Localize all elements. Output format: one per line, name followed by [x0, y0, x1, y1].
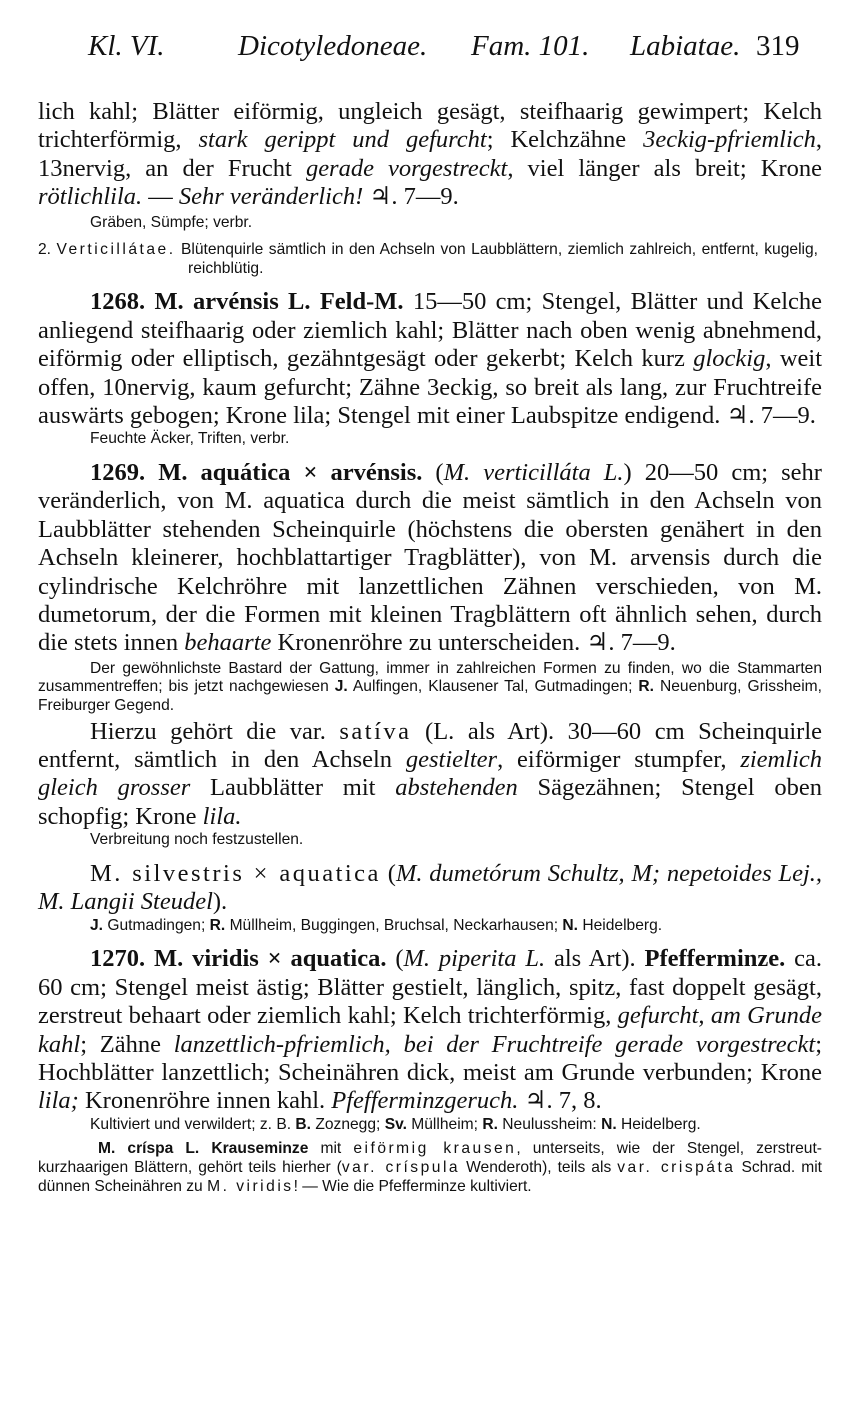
- text-run: Kronenröhre zu unterscheiden. ♃. 7—9.: [271, 629, 676, 657]
- region-abbrev: J.: [334, 678, 348, 696]
- emphasis: lila.: [202, 802, 242, 830]
- text-run: Der gewöhnlichste Bastard der Gattung, immer in zahlreichen Formen zu finden, wo die Stammarten zusammentreffen; bis jetzt nachgewiesen: [38, 659, 822, 696]
- region-abbrev: R.: [638, 678, 654, 696]
- text-run: , eiförmiger stumpfer,: [497, 746, 741, 774]
- text-run: Kronenröhre innen kahl.: [78, 1087, 332, 1115]
- text-run: Wenderoth), teils als: [460, 1158, 618, 1176]
- document-page: [38, 30, 822, 1196]
- variety-text: [38, 718, 822, 832]
- region-abbrev: J.: [90, 916, 104, 934]
- text-run: als Art).: [545, 945, 645, 973]
- synonym: M. piperita L.: [403, 945, 546, 973]
- species-name: M. arvénsis L. Feld-M.: [154, 288, 404, 316]
- note-text: [38, 660, 822, 716]
- hybrid-text: [38, 860, 822, 917]
- emphasis: 3eckig-pfriemlich: [643, 126, 816, 154]
- variety-name: var. crispáta: [617, 1158, 736, 1176]
- distribution-note: [38, 660, 822, 716]
- text-run: Heidelberg.: [616, 1115, 701, 1133]
- habitat-note: [38, 214, 822, 233]
- text-run: ; Hochblätter lanzettlich; Scheinähren dick, meist am Grunde verbunden; Krone: [38, 1030, 822, 1086]
- entry-text: [38, 1140, 822, 1196]
- common-name: Pfefferminze.: [644, 945, 786, 973]
- text-run: —: [142, 183, 179, 211]
- variety-name: var. críspula: [341, 1158, 461, 1176]
- text-run: Neuenburg, Grissheim, Freiburger Gegend.: [38, 678, 822, 715]
- text-run: Schrad. mit dünnen Scheinähren zu: [38, 1158, 822, 1195]
- emphasis: gerade vorgestreckt: [305, 154, 508, 182]
- habitat-text: Feuchte Äcker, Triften, verbr.: [90, 430, 290, 448]
- emphasis: Pfefferminzgeruch.: [331, 1087, 519, 1115]
- emphasis: abstehenden: [395, 774, 518, 802]
- section-text: [38, 241, 818, 278]
- synonym: M. verticilláta L.: [443, 459, 624, 487]
- region-abbrev: N.: [562, 916, 579, 934]
- region-abbrev: B.: [295, 1115, 311, 1133]
- hybrid-name: M. silvestris × aquatica: [90, 859, 381, 887]
- text-run: Heidelberg.: [578, 916, 663, 934]
- entry-text: [38, 288, 822, 430]
- text-run: ) 20—50 cm; sehr veränderlich, von M. aquatica durch die meist sämtlich in den Achseln von Laubblätter stehenden Scheinquirle (höchstens die obersten genähert in den Achseln kleinerer, hochblattartiger Tragblätter), von M. arvensis durch die cylindrische Kelchröhre mit lanzettlichen Zähnen verschieden, von M. dumetorum, der die Formen mit kleinen Tragblättern oft ähnlich sehen, durch die stets innen: [38, 459, 822, 657]
- text-run: (: [386, 945, 404, 973]
- habitat-text: Gräben, Sümpfe; verbr.: [90, 213, 253, 231]
- region-abbrev: Sv.: [384, 1115, 407, 1133]
- habitat-note: [38, 430, 822, 449]
- text-run: 15—50 cm; Stengel, Blätter und Kelche anliegend steifhaarig oder ziemlich kahl; Blätter nach oben wenig abnehmend, eiförmig oder elliptisch, gezähntgesägt oder gekerbt; Kelch kurz: [38, 288, 822, 373]
- header-family-number: Fam. 101.: [471, 30, 590, 62]
- page-number: 319: [756, 30, 800, 62]
- text-run: , 13nervig, an der Frucht: [38, 126, 822, 182]
- entry-continuation: [38, 98, 822, 212]
- distribution-note: [38, 1116, 822, 1135]
- text-run: Laubblätter mit: [190, 774, 396, 802]
- emphasis: lila;: [38, 1087, 79, 1115]
- continuation-text: [38, 98, 822, 212]
- text-run: ♃. 7—9.: [363, 183, 459, 211]
- hybrid-silvestris: [38, 860, 822, 917]
- text-run: ).: [212, 888, 228, 916]
- text-run: Kultiviert und verwildert; z. B.: [90, 1115, 296, 1133]
- text-run: , viel länger als breit; Krone: [507, 154, 822, 182]
- header-class: Kl. VI.: [88, 30, 165, 62]
- emphasis: glockig: [693, 345, 766, 373]
- text-run: Neulussheim:: [497, 1115, 602, 1133]
- emphasis: stark gerippt und gefurcht: [198, 126, 487, 154]
- text-run: Aulfingen, Klausener Tal, Gutmadingen;: [347, 678, 639, 696]
- text-run: , unterseits, wie der Stengel, zerstreut-kurzhaarigen Blättern, gehört teils hierher (: [38, 1140, 822, 1176]
- emphasis: rötlichlila.: [38, 183, 143, 211]
- text-run: (L. als Art). 30—60 cm Scheinquirle entfernt, sämtlich in den Achseln: [38, 717, 822, 774]
- region-abbrev: N.: [601, 1115, 617, 1133]
- region-abbrev: R.: [209, 916, 226, 934]
- emphasis: gestielter: [405, 746, 498, 774]
- text-run: Hierzu gehört die var.: [90, 717, 340, 745]
- entry-number: 1268.: [90, 288, 155, 316]
- entry-1269: [38, 459, 822, 658]
- header-family-name: Labiatae.: [630, 30, 741, 62]
- note-text: Verbreitung noch festzustellen.: [90, 831, 304, 849]
- emphasis: eiförmig krausen: [353, 1140, 517, 1158]
- variety-name: satíva: [339, 717, 412, 745]
- section-number: 2.: [38, 241, 57, 259]
- text-run: (: [380, 859, 396, 887]
- section-name: Verticillátae.: [56, 241, 176, 259]
- text-run: ; Kelchzähne: [486, 126, 644, 154]
- text-run: Zoznegg;: [311, 1115, 385, 1133]
- species-name: M. aquática × arvénsis.: [158, 459, 423, 487]
- distribution-note: [38, 917, 822, 936]
- text-run: Gutmadingen;: [103, 916, 210, 934]
- text-run: Müllheim;: [406, 1115, 483, 1133]
- entry-text: [38, 945, 822, 1115]
- text-run: lich kahl; Blätter eiförmig, ungleich gesägt, steifhaarig gewimpert; Kelch trichterförmig,: [38, 98, 822, 154]
- text-run: , weit offen, 10nervig, kaum gefurcht; Zähne 3eckig, so breit als lang, zur Fruchtreife auswärts gebogen; Krone lila; Stengel mit einer Laubspitze endigend. ♃. 7—9.: [38, 345, 822, 430]
- species-name: M. viridis × aquatica.: [154, 945, 387, 973]
- text-run: (: [422, 459, 444, 487]
- entry-number: 1269.: [90, 459, 159, 487]
- entry-crispa: [38, 1140, 822, 1196]
- note-text: [38, 917, 822, 936]
- species-name: M. críspa L. Krauseminze: [98, 1140, 309, 1158]
- running-header: [38, 30, 822, 74]
- header-subclass: Dicotyledoneae.: [238, 30, 428, 62]
- section-heading: [38, 241, 822, 278]
- text-run: ♃. 7, 8.: [518, 1087, 602, 1115]
- emphasis: ziemlich gleich grosser: [38, 746, 822, 802]
- entry-1270: [38, 945, 822, 1115]
- variety-sativa: [38, 718, 822, 832]
- entry-text: [38, 459, 822, 658]
- section-description: Blütenquirle sämtlich in den Achseln von Laubblättern, ziemlich zahlreich, entfernt, kugelig, reichblütig.: [175, 241, 819, 277]
- variety-note: [38, 831, 822, 850]
- text-run: mit: [308, 1140, 354, 1158]
- synonym: M. dumetórum Schultz, M; nepetoides Lej., M. Langii Steudel: [38, 859, 822, 916]
- region-abbrev: R.: [482, 1115, 498, 1133]
- emphasis: Sehr veränderlich!: [178, 183, 364, 211]
- text-run: Müllheim, Buggingen, Bruchsal, Neckarhausen;: [225, 916, 563, 934]
- text-run: ! — Wie die Pfefferminze kultiviert.: [293, 1177, 532, 1195]
- text-run: Sägezähnen; Stengel oben schopfig; Krone: [38, 774, 822, 830]
- emphasis: lanzettlich-pfriemlich, bei der Fruchtreife gerade vorgestreckt: [173, 1030, 816, 1058]
- species-reference: M. viridis: [207, 1177, 294, 1195]
- text-run: ca. 60 cm; Stengel meist ästig; Blätter gestielt, länglich, spitz, fast doppelt gesägt, zerstreut behaart oder ziemlich kahl; Kelch trichterförmig,: [38, 945, 822, 1030]
- entry-number: 1270.: [90, 945, 154, 973]
- emphasis: gefurcht, am Grunde kahl: [38, 1002, 822, 1058]
- entry-1268: [38, 288, 822, 430]
- note-text: [38, 1116, 822, 1135]
- text-run: ; Zähne: [80, 1030, 174, 1058]
- emphasis: behaarte: [184, 629, 272, 657]
